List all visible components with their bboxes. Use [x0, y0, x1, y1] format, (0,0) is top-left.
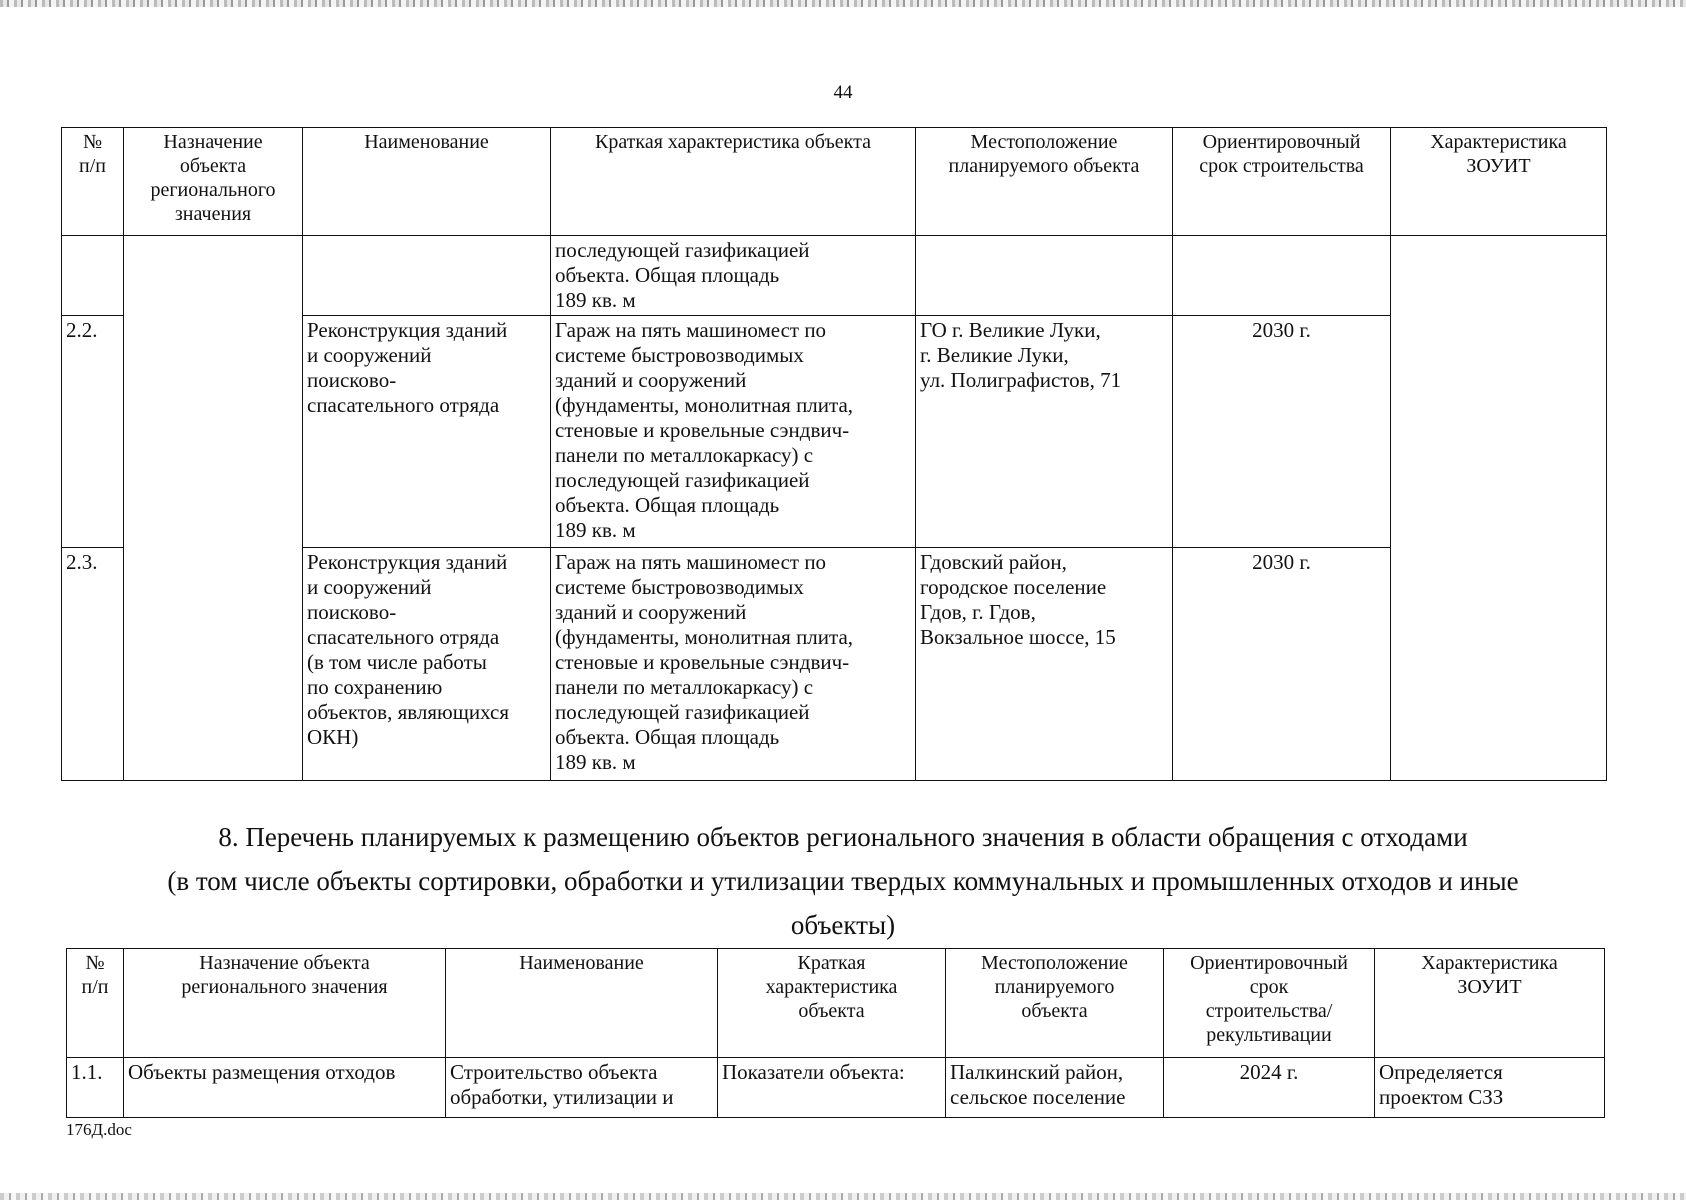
header-location: Местоположение планируемого объекта	[916, 128, 1173, 236]
header-zouit: Характеристика ЗОУИТ	[1375, 949, 1605, 1058]
cell-name: Реконструкция зданий и сооружений поисково- спасательного отряда (в том числе работы по сохранению объектов, являющихся ОКН)	[303, 548, 551, 781]
scan-edge-top	[0, 0, 1686, 7]
cell-purpose: Объекты размещения отходов	[124, 1058, 446, 1118]
table-row	[67, 1058, 1605, 1118]
scan-edge-bottom	[0, 1193, 1686, 1200]
cell-description: Показатели объекта:	[718, 1058, 946, 1118]
cell-location: Палкинский район, сельское поселение	[946, 1058, 1164, 1118]
header-term: Ориентировочный срок строительства/ рекультивации	[1164, 949, 1375, 1058]
cell-zouit: Определяется проектом СЗЗ	[1375, 1058, 1605, 1118]
objects-table-continued	[61, 127, 1607, 781]
waste-objects-table	[66, 948, 1605, 1118]
cell-zouit-merged	[1391, 236, 1607, 781]
header-zouit: Характеристика ЗОУИТ	[1391, 128, 1607, 236]
cell-name: Строительство объекта обработки, утилизации и	[446, 1058, 718, 1118]
cell-term: 2024 г.	[1164, 1058, 1375, 1118]
page-number: 44	[833, 82, 853, 103]
cell-description: Гараж на пять машиномест по системе быстровозводимых зданий и сооружений (фундаменты, монолитная плита, стеновые и кровельные сэндвич- панели по металлокаркасу) с последующей газификацией объекта. Общая площадь 189 кв. м	[551, 316, 916, 548]
header-description: Краткая характеристика объекта	[718, 949, 946, 1058]
cell-term: 2030 г.	[1173, 548, 1391, 781]
header-number: № п/п	[62, 128, 124, 236]
cell-number: 2.3.	[62, 548, 124, 781]
cell-term: 2030 г.	[1173, 316, 1391, 548]
cell-location: Гдовский район, городское поселение Гдов, г. Гдов, Вокзальное шоссе, 15	[916, 548, 1173, 781]
cell-number	[62, 236, 124, 316]
table-header-row	[67, 949, 1605, 1058]
cell-purpose-merged	[124, 236, 303, 781]
header-number: № п/п	[67, 949, 124, 1058]
header-name: Наименование	[303, 128, 551, 236]
cell-term	[1173, 236, 1391, 316]
header-purpose: Назначение объекта регионального значения	[124, 128, 303, 236]
header-description: Краткая характеристика объекта	[551, 128, 916, 236]
cell-name: Реконструкция зданий и сооружений поисково- спасательного отряда	[303, 316, 551, 548]
header-term: Ориентировочный срок строительства	[1173, 128, 1391, 236]
cell-name	[303, 236, 551, 316]
cell-number: 1.1.	[67, 1058, 124, 1118]
cell-description: Гараж на пять машиномест по системе быстровозводимых зданий и сооружений (фундаменты, монолитная плита, стеновые и кровельные сэндвич- панели по металлокаркасу) с последующей газификацией объекта. Общая площадь 189 кв. м	[551, 548, 916, 781]
section-title: 8. Перечень планируемых к размещению объектов регионального значения в области обращения с отходами (в том числе объекты сортировки, обработки и утилизации твердых коммунальных и промышленных отходов и иные объекты)	[167, 822, 1519, 940]
table-row-continuation	[62, 236, 1607, 316]
cell-location: ГО г. Великие Луки, г. Великие Луки, ул. Полиграфистов, 71	[916, 316, 1173, 548]
header-purpose: Назначение объекта регионального значения	[124, 949, 446, 1058]
header-name: Наименование	[446, 949, 718, 1058]
cell-location	[916, 236, 1173, 316]
footer-filename: 176Д.doc	[66, 1120, 132, 1139]
header-location: Местоположение планируемого объекта	[946, 949, 1164, 1058]
cell-number: 2.2.	[62, 316, 124, 548]
cell-description: последующей газификацией объекта. Общая площадь 189 кв. м	[551, 236, 916, 316]
table-header-row	[62, 128, 1607, 236]
